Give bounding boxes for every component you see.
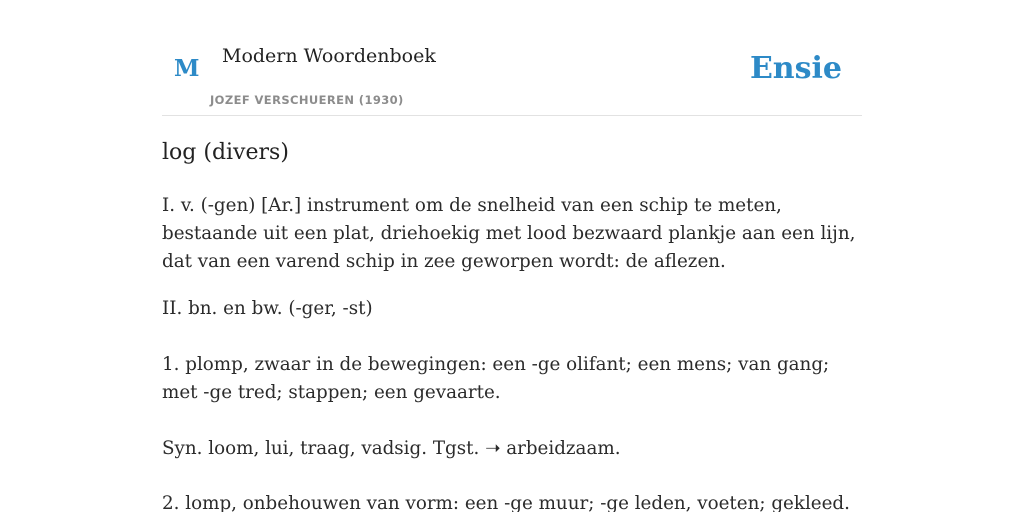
definition-paragraph: 2. lomp, onbehouwen van vorm: een -ge muur; -ge leden, voeten; gekleed. (162, 493, 850, 512)
definition-paragraph: II. bn. en bw. (-ger, -st) (162, 298, 373, 319)
author-link[interactable]: JOZEF VERSCHUEREN (1930) (210, 93, 404, 107)
definition-paragraph: 1. plomp, zwaar in de bewegingen: een -ge olifant; een mens; van gang; met -ge tred; stappen; een gevaarte. (162, 354, 830, 403)
ensie-logo-link[interactable]: Ensie (749, 51, 842, 86)
book-title-link[interactable]: Modern Woordenboek (222, 45, 436, 67)
book-logo[interactable]: M (174, 55, 200, 82)
page (162, 0, 862, 512)
entry-title: log (divers) (162, 140, 289, 165)
synonyms-paragraph: Syn. loom, lui, traag, vadsig. Tgst. ➝ arbeidzaam. (162, 438, 621, 459)
definition-paragraph: I. v. (-gen) [Ar.] instrument om de snelheid van een schip te meten, bestaande uit een plat, driehoekig met lood bezwaard plankje aan een lijn, dat van een varend schip in zee geworpen wordt: de aflezen. (162, 195, 856, 272)
header (162, 0, 862, 116)
